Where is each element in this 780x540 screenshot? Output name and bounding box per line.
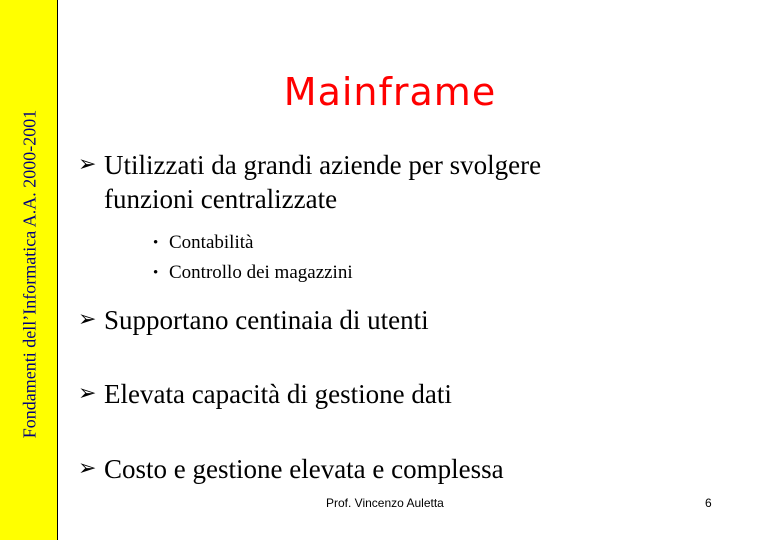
bullet-line: Elevata capacità di gestione dati: [104, 379, 452, 409]
footer-author: Prof. Vincenzo Auletta: [326, 496, 444, 510]
bullet-item: [78, 148, 541, 216]
bullet-line: funzioni centralizzate: [104, 184, 338, 214]
dot-bullet-icon: •: [153, 235, 159, 251]
sub-bullet-label: Controllo dei magazzini: [169, 262, 353, 283]
sub-bullet-item: [153, 228, 353, 258]
bullet-line: Supportano centinaia di utenti: [104, 305, 429, 335]
slide-title: Mainframe: [283, 70, 497, 114]
arrow-bullet-icon: ➢: [78, 456, 97, 481]
bullet-item: [78, 452, 504, 486]
dot-bullet-icon: •: [153, 265, 159, 281]
arrow-bullet-icon: ➢: [78, 307, 97, 332]
arrow-bullet-icon: ➢: [78, 152, 97, 177]
bullet-line: Utilizzati da grandi aziende per svolgere: [104, 150, 542, 180]
arrow-bullet-icon: ➢: [78, 381, 97, 406]
course-label: Fondamenti dell’Informatica A.A. 2000-2001: [19, 109, 40, 439]
sub-bullet-label: Contabilità: [169, 232, 254, 253]
bullet-line: Costo e gestione elevata e complessa: [104, 454, 504, 484]
page-number: 6: [705, 496, 712, 510]
sub-bullet-item: [153, 258, 353, 288]
sub-bullet-list: [153, 228, 353, 288]
sidebar-band: [0, 0, 58, 540]
bullet-item: [78, 377, 452, 411]
bullet-item: [78, 303, 429, 337]
